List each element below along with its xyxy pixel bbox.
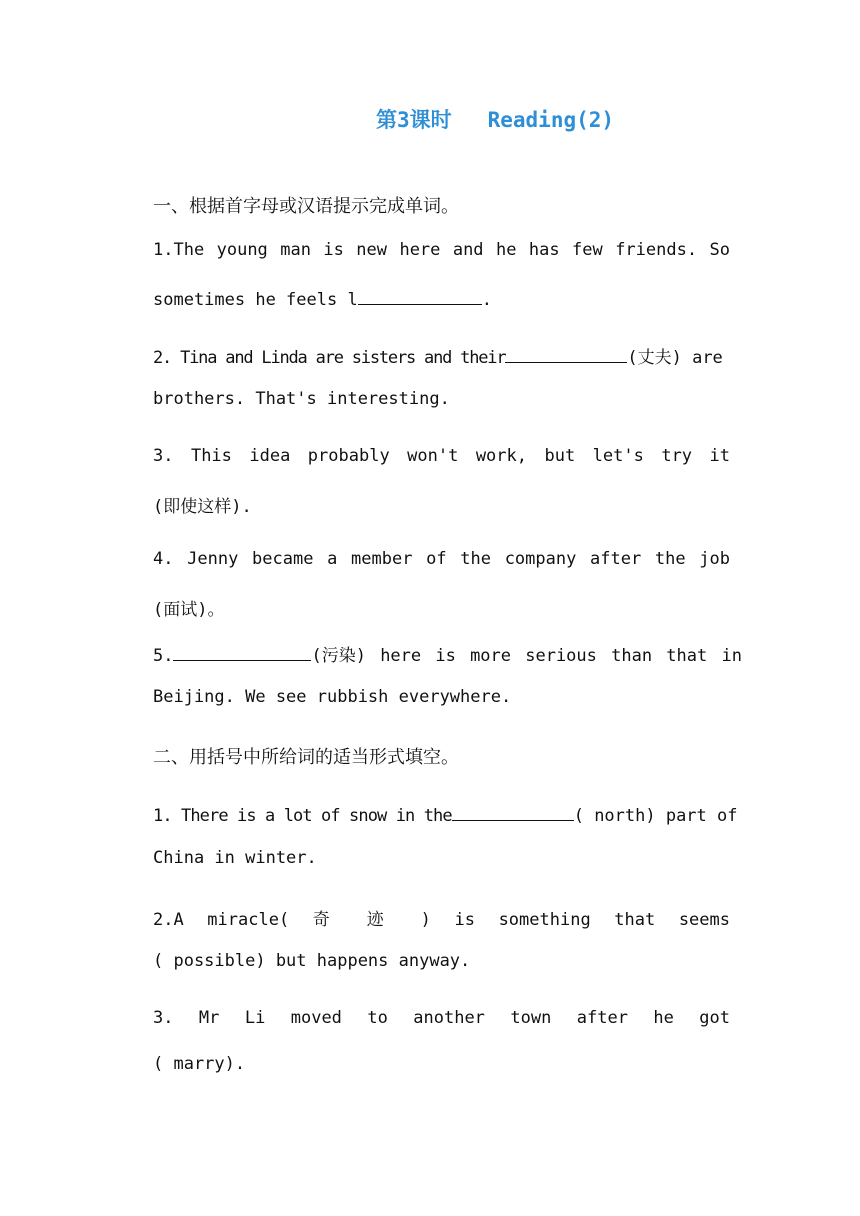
lesson-topic: Reading(2) — [487, 108, 615, 132]
part2-heading: 二、用括号中所给词的适当形式填空。 — [153, 747, 459, 768]
answer-blank[interactable] — [173, 642, 311, 661]
q2-2-line2: ( possible) but happens anyway. — [153, 951, 471, 971]
q2-3-line2: ( marry). — [153, 1054, 246, 1074]
q1-3-line1: 3. This idea probably won't work, but let's try it — [153, 446, 730, 466]
q1-4-line2: (面试)。 — [153, 600, 225, 620]
q1-1-line1: 1.The young man is new here and he has few friends. So — [153, 240, 730, 260]
q2-2-line1: 2.A miracle( 奇 迹 ) is something that seems — [153, 910, 730, 930]
q1-2-line1: 2. Tina and Linda are sisters and their (丈夫) are — [153, 343, 730, 368]
q1-5-line2: Beijing. We see rubbish everywhere. — [153, 687, 512, 707]
page-title — [0, 104, 860, 134]
q1-4-line1: 4. Jenny became a member of the company after the job — [153, 549, 730, 569]
answer-blank[interactable] — [358, 286, 482, 305]
q1-3-line2: (即使这样). — [153, 497, 252, 517]
q1-1-line2: sometimes he feels l . — [153, 286, 730, 310]
answer-blank[interactable] — [452, 802, 574, 821]
part1-heading: 一、根据首字母或汉语提示完成单词。 — [153, 196, 459, 217]
q2-1-line1: 1. There is a lot of snow in the ( north) part of — [153, 802, 730, 826]
lesson-label: 第3课时 — [375, 108, 452, 132]
q1-5-line1: 5. (污染) here is more serious than that in — [153, 641, 730, 666]
q1-2-line2: brothers. That's interesting. — [153, 389, 450, 409]
q2-1-line2: China in winter. — [153, 848, 317, 868]
answer-blank[interactable] — [505, 344, 627, 363]
q2-3-line1: 3. Mr Li moved to another town after he got — [153, 1008, 730, 1028]
